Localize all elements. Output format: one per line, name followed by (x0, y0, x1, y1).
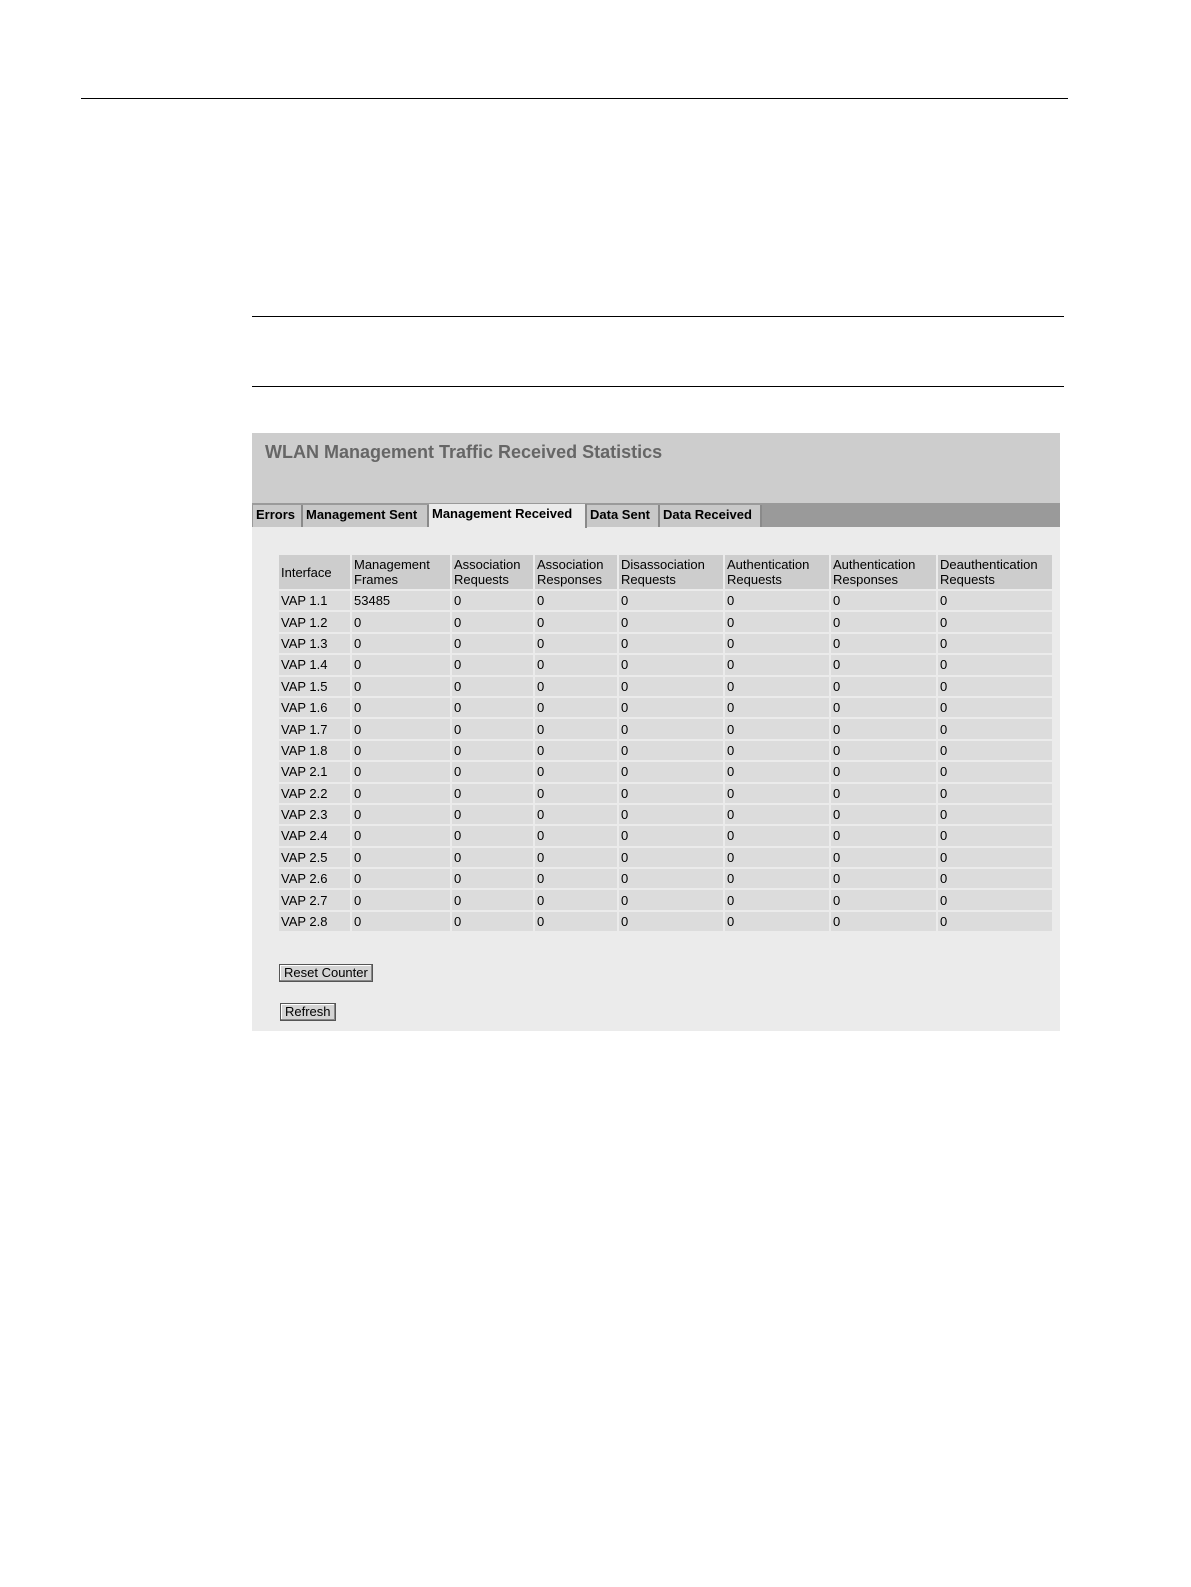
interface-cell: VAP 2.1 (279, 761, 351, 782)
column-header: Association Responses (534, 555, 618, 590)
counter-cell: 0 (618, 654, 724, 675)
counter-cell: 0 (618, 868, 724, 889)
counter-cell: 0 (724, 676, 830, 697)
counter-cell: 0 (534, 911, 618, 931)
counter-cell: 0 (937, 718, 1053, 739)
interface-cell: VAP 1.7 (279, 718, 351, 739)
tab-management-sent[interactable]: Management Sent (303, 505, 429, 527)
counter-cell: 0 (534, 783, 618, 804)
counter-cell: 0 (724, 868, 830, 889)
interface-cell: VAP 1.1 (279, 590, 351, 611)
counter-cell: 0 (830, 761, 937, 782)
interface-cell: VAP 1.5 (279, 676, 351, 697)
counter-cell: 0 (451, 847, 534, 868)
counter-cell: 0 (724, 697, 830, 718)
statistics-panel (252, 433, 1060, 1031)
table-row (279, 718, 1053, 739)
counter-cell: 0 (724, 611, 830, 632)
counter-cell: 0 (830, 676, 937, 697)
counter-cell: 0 (534, 889, 618, 910)
counter-cell: 0 (534, 868, 618, 889)
counter-cell: 0 (451, 676, 534, 697)
counter-cell: 0 (830, 783, 937, 804)
table-body (279, 590, 1053, 931)
table-row (279, 783, 1053, 804)
table-row (279, 633, 1053, 654)
counter-cell: 0 (724, 889, 830, 910)
counter-cell: 0 (937, 590, 1053, 611)
counter-cell: 0 (724, 804, 830, 825)
counter-cell: 0 (451, 740, 534, 761)
column-header: Interface (279, 555, 351, 590)
interface-cell: VAP 1.4 (279, 654, 351, 675)
panel-header (252, 433, 1060, 503)
counter-cell: 0 (618, 825, 724, 846)
counter-cell: 0 (618, 889, 724, 910)
counter-cell: 0 (351, 804, 451, 825)
counter-cell: 0 (351, 718, 451, 739)
counter-cell: 0 (724, 783, 830, 804)
interface-cell: VAP 1.3 (279, 633, 351, 654)
table-row (279, 676, 1053, 697)
tab-errors[interactable]: Errors (253, 505, 303, 527)
table-row (279, 590, 1053, 611)
counter-cell: 0 (534, 654, 618, 675)
counter-cell: 0 (618, 590, 724, 611)
interface-cell: VAP 2.7 (279, 889, 351, 910)
counter-cell: 0 (618, 911, 724, 931)
counter-cell: 0 (830, 804, 937, 825)
counter-cell: 0 (451, 761, 534, 782)
counter-cell: 0 (937, 847, 1053, 868)
counter-cell: 0 (451, 825, 534, 846)
counter-cell: 0 (534, 740, 618, 761)
counter-cell: 0 (937, 868, 1053, 889)
column-header: Association Requests (451, 555, 534, 590)
counter-cell: 0 (937, 761, 1053, 782)
column-header: Management Frames (351, 555, 451, 590)
counter-cell: 0 (351, 889, 451, 910)
counter-cell: 0 (534, 804, 618, 825)
counter-cell: 0 (451, 611, 534, 632)
counter-cell: 0 (351, 868, 451, 889)
interface-cell: VAP 1.2 (279, 611, 351, 632)
table-row (279, 654, 1053, 675)
counter-cell: 0 (534, 590, 618, 611)
interface-cell: VAP 2.2 (279, 783, 351, 804)
counter-cell: 0 (351, 761, 451, 782)
counter-cell: 0 (937, 825, 1053, 846)
table-row (279, 611, 1053, 632)
counter-cell: 0 (534, 697, 618, 718)
counter-cell: 0 (451, 633, 534, 654)
counter-cell: 0 (351, 676, 451, 697)
counter-cell: 0 (830, 868, 937, 889)
counter-cell: 0 (937, 740, 1053, 761)
refresh-button[interactable]: Refresh (280, 1003, 336, 1021)
counter-cell: 0 (937, 804, 1053, 825)
note-top-rule (252, 316, 1064, 317)
column-header: Authentication Responses (830, 555, 937, 590)
counter-cell: 0 (724, 825, 830, 846)
counter-cell: 0 (451, 590, 534, 611)
counter-cell: 0 (830, 911, 937, 931)
counter-cell: 0 (724, 740, 830, 761)
counter-cell: 0 (724, 654, 830, 675)
counter-cell: 0 (534, 761, 618, 782)
table-header-row (279, 555, 1053, 590)
page-title: WLAN Management Traffic Received Statistics (265, 442, 663, 462)
counter-cell: 0 (534, 676, 618, 697)
counter-cell: 0 (830, 654, 937, 675)
counter-cell: 0 (724, 590, 830, 611)
counter-cell: 0 (351, 654, 451, 675)
counter-cell: 0 (351, 847, 451, 868)
tab-data-sent[interactable]: Data Sent (587, 505, 660, 527)
counter-cell: 0 (618, 611, 724, 632)
tab-data-received[interactable]: Data Received (660, 505, 762, 527)
counter-cell: 0 (830, 740, 937, 761)
tab-bar (252, 503, 1060, 527)
counter-cell: 0 (830, 889, 937, 910)
column-header: Deauthentication Requests (937, 555, 1053, 590)
page-header-rule (81, 98, 1068, 99)
counter-cell: 0 (724, 633, 830, 654)
table-row (279, 697, 1053, 718)
counter-cell: 0 (618, 740, 724, 761)
counter-cell: 0 (830, 847, 937, 868)
counter-cell: 0 (724, 761, 830, 782)
counter-cell: 0 (830, 633, 937, 654)
counter-cell: 0 (534, 611, 618, 632)
counter-cell: 0 (937, 611, 1053, 632)
table-row (279, 889, 1053, 910)
reset-counter-button[interactable]: Reset Counter (279, 964, 373, 982)
counter-cell: 0 (451, 718, 534, 739)
counter-cell: 0 (618, 847, 724, 868)
counter-cell: 0 (351, 611, 451, 632)
column-header: Disassociation Requests (618, 555, 724, 590)
counter-cell: 0 (618, 676, 724, 697)
counter-cell: 0 (351, 783, 451, 804)
counter-cell: 0 (618, 783, 724, 804)
table-row (279, 847, 1053, 868)
interface-cell: VAP 1.8 (279, 740, 351, 761)
note-bottom-rule (252, 386, 1064, 387)
table-row (279, 825, 1053, 846)
counter-cell: 0 (534, 847, 618, 868)
counter-cell: 0 (351, 911, 451, 931)
counter-cell: 0 (534, 633, 618, 654)
counter-cell: 0 (351, 697, 451, 718)
counter-cell: 0 (618, 804, 724, 825)
counter-cell: 0 (937, 633, 1053, 654)
interface-cell: VAP 2.5 (279, 847, 351, 868)
counter-cell: 0 (534, 718, 618, 739)
counter-cell: 0 (451, 889, 534, 910)
counter-cell: 0 (724, 847, 830, 868)
counter-cell: 0 (830, 825, 937, 846)
counter-cell: 53485 (351, 590, 451, 611)
table-row (279, 911, 1053, 931)
table-row (279, 804, 1053, 825)
counter-cell: 0 (937, 676, 1053, 697)
counter-cell: 0 (937, 697, 1053, 718)
counter-cell: 0 (618, 633, 724, 654)
counter-cell: 0 (937, 911, 1053, 931)
interface-cell: VAP 2.6 (279, 868, 351, 889)
counter-cell: 0 (937, 889, 1053, 910)
counter-cell: 0 (724, 911, 830, 931)
counter-cell: 0 (618, 697, 724, 718)
interface-cell: VAP 1.6 (279, 697, 351, 718)
counter-cell: 0 (618, 761, 724, 782)
counter-cell: 0 (351, 825, 451, 846)
counter-cell: 0 (451, 868, 534, 889)
counter-cell: 0 (451, 654, 534, 675)
table-row (279, 868, 1053, 889)
table-row (279, 740, 1053, 761)
table-row (279, 761, 1053, 782)
interface-cell: VAP 2.4 (279, 825, 351, 846)
counter-cell: 0 (937, 654, 1053, 675)
tab-management-received[interactable]: Management Received (429, 504, 587, 528)
interface-cell: VAP 2.8 (279, 911, 351, 931)
interface-cell: VAP 2.3 (279, 804, 351, 825)
statistics-table (279, 555, 1054, 931)
counter-cell: 0 (351, 633, 451, 654)
counter-cell: 0 (451, 697, 534, 718)
counter-cell: 0 (534, 825, 618, 846)
counter-cell: 0 (351, 740, 451, 761)
counter-cell: 0 (937, 783, 1053, 804)
counter-cell: 0 (618, 718, 724, 739)
counter-cell: 0 (830, 590, 937, 611)
counter-cell: 0 (830, 611, 937, 632)
counter-cell: 0 (724, 718, 830, 739)
counter-cell: 0 (451, 804, 534, 825)
counter-cell: 0 (830, 718, 937, 739)
counter-cell: 0 (830, 697, 937, 718)
counter-cell: 0 (451, 783, 534, 804)
counter-cell: 0 (451, 911, 534, 931)
column-header: Authentication Requests (724, 555, 830, 590)
